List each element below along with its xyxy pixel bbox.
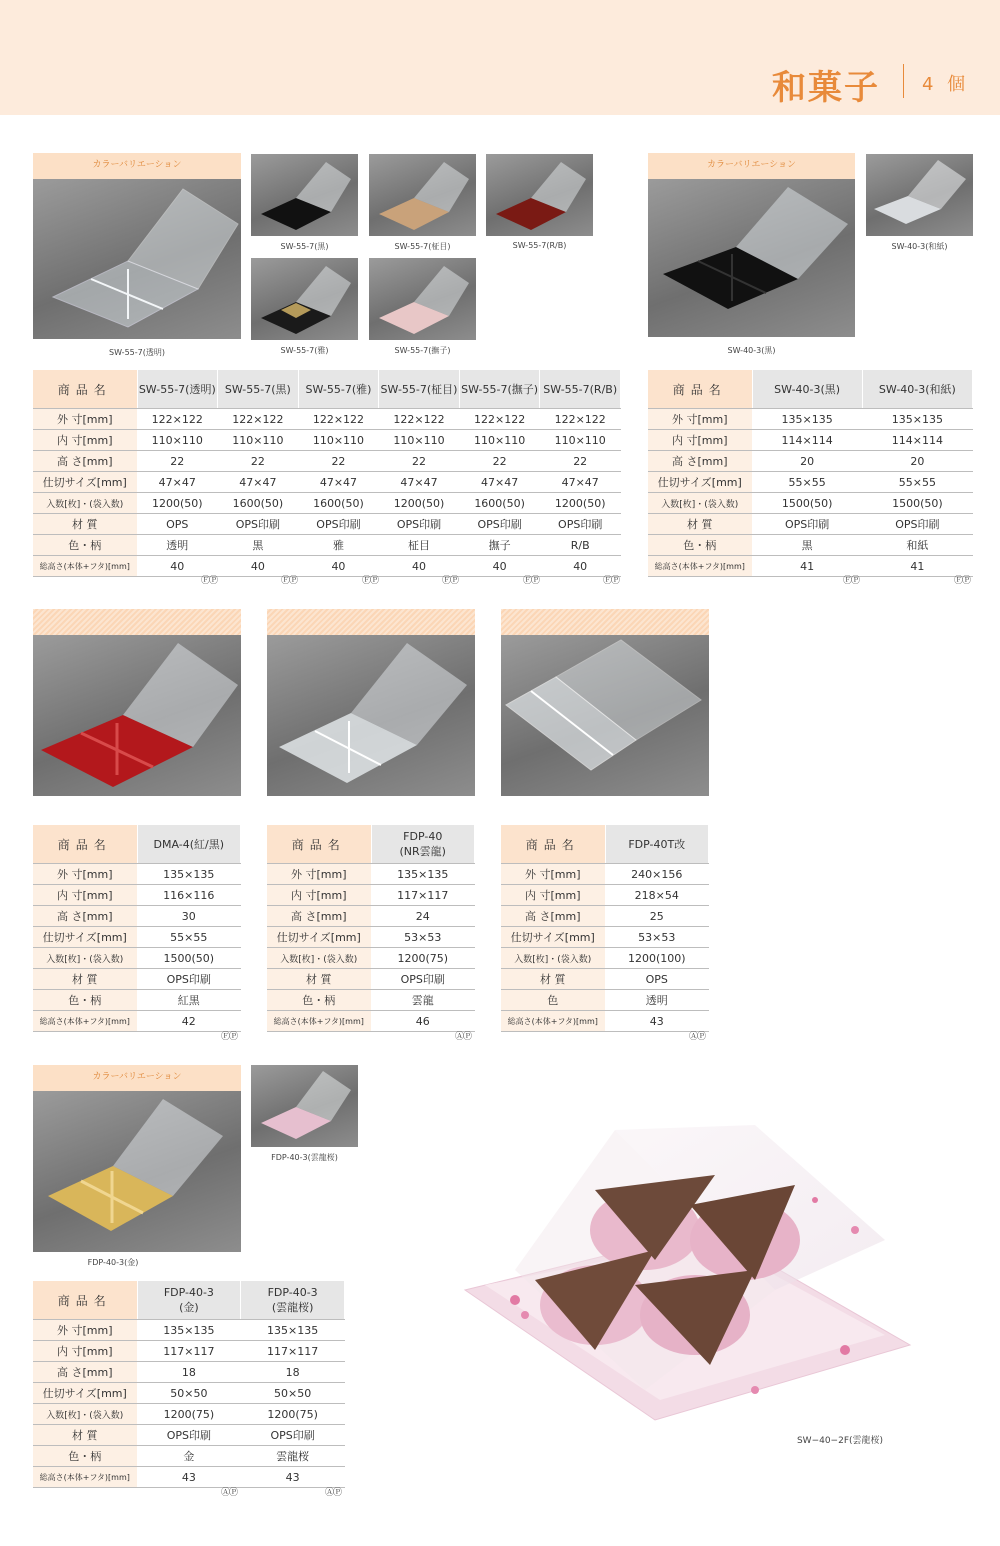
cell: 18 (137, 1362, 241, 1383)
cell: 55×55 (752, 472, 862, 493)
cell: 110×110 (218, 430, 299, 451)
photo-caption: SW-55-7(撫子) (394, 346, 451, 355)
cell: 116×116 (137, 885, 241, 906)
cell: 114×114 (752, 430, 862, 451)
cell: 117×117 (241, 1341, 345, 1362)
cell: 雅 (298, 535, 379, 556)
col-header: SW-55-7(透明) (137, 370, 218, 409)
col-header-line1: FDP-40 (403, 829, 443, 843)
label-height: 高 さ[mm] (33, 906, 137, 927)
label-partition: 仕切サイズ[mm] (267, 927, 371, 948)
spec-table-sw55 (33, 370, 621, 577)
label-outer: 外 寸[mm] (648, 409, 752, 430)
label-material: 材 質 (33, 969, 137, 990)
cell: 22 (540, 451, 621, 472)
label-inner: 内 寸[mm] (33, 430, 137, 451)
label-qty: 入数[枚]・(袋入数) (501, 948, 605, 969)
cell: 135×135 (862, 409, 972, 430)
cell: 122×122 (137, 409, 218, 430)
fp-mark: ⒻⓅ (281, 576, 298, 586)
cell: 55×55 (137, 927, 241, 948)
cell: 黒 (752, 535, 862, 556)
cell: 47×47 (298, 472, 379, 493)
cell: 46 (371, 1011, 475, 1032)
label-color: 色 (501, 990, 605, 1011)
product-photo-sw40-washi (866, 154, 973, 236)
label-name: 商品名 (33, 1281, 137, 1320)
cell: 22 (298, 451, 379, 472)
fp-mark: ⒻⓅ (221, 1032, 238, 1042)
cell: 和紙 (862, 535, 972, 556)
cell: 透明 (605, 990, 709, 1011)
col-header: SW-55-7(R/B) (540, 370, 621, 409)
product-photo-dma4 (33, 635, 241, 796)
col-header (137, 1281, 241, 1320)
cell: 40 (137, 556, 218, 577)
cell: 1200(75) (137, 1404, 241, 1425)
label-color: 色・柄 (267, 990, 371, 1011)
cell: 122×122 (218, 409, 299, 430)
product-photo-sw55-rb (486, 154, 593, 236)
label-total-height: 総高さ(本体+フタ)[mm] (33, 556, 137, 577)
section-band (267, 609, 475, 635)
color-variation-label: カラーバリエーション (648, 153, 855, 179)
cell: 122×122 (298, 409, 379, 430)
product-photo-fdp403-sakura (251, 1065, 358, 1147)
cell: R/B (540, 535, 621, 556)
label-inner: 内 寸[mm] (33, 885, 137, 906)
color-variation-label: カラーバリエーション (33, 1065, 241, 1091)
ap-mark: ⒶⓅ (325, 1488, 342, 1498)
photo-caption: SW-55-7(透明) (109, 348, 165, 357)
cell: 18 (241, 1362, 345, 1383)
cell: 30 (137, 906, 241, 927)
cell: OPS (605, 969, 709, 990)
cell: 135×135 (137, 864, 241, 885)
cell: OPS印刷 (371, 969, 475, 990)
cell: 黒 (218, 535, 299, 556)
product-photo-fdp40 (267, 635, 475, 796)
cell: 135×135 (241, 1320, 345, 1341)
cell: 22 (137, 451, 218, 472)
cell: OPS印刷 (752, 514, 862, 535)
cell: 53×53 (371, 927, 475, 948)
product-photo-sw40-black (648, 179, 855, 337)
cell: 122×122 (379, 409, 460, 430)
cell: 40 (298, 556, 379, 577)
label-material: 材 質 (501, 969, 605, 990)
cell: 110×110 (379, 430, 460, 451)
label-total-height: 総高さ(本体+フタ)[mm] (267, 1011, 371, 1032)
ap-mark: ⒶⓅ (689, 1032, 706, 1042)
label-outer: 外 寸[mm] (33, 1320, 137, 1341)
label-height: 高 さ[mm] (267, 906, 371, 927)
fp-mark: ⒻⓅ (603, 576, 620, 586)
col-header: SW-55-7(雅) (298, 370, 379, 409)
cell: 1500(50) (137, 948, 241, 969)
label-qty: 入数[枚]・(袋入数) (33, 493, 137, 514)
label-total-height: 総高さ(本体+フタ)[mm] (33, 1011, 137, 1032)
photo-caption: SW-55-7(雅) (280, 346, 329, 355)
label-name: 商品名 (267, 825, 371, 864)
label-qty: 入数[枚]・(袋入数) (33, 1404, 137, 1425)
feature-photo-caption: SW−40−2F(雲龍桜) (796, 1436, 884, 1446)
feature-photo-sakura-mochi (455, 1120, 915, 1430)
cell: 122×122 (459, 409, 540, 430)
cell: 金 (137, 1446, 241, 1467)
fp-mark: ⒻⓅ (362, 576, 379, 586)
cell: 40 (459, 556, 540, 577)
cell: OPS印刷 (298, 514, 379, 535)
photo-caption: SW-55-7(黒) (280, 242, 329, 251)
label-outer: 外 寸[mm] (267, 864, 371, 885)
cell: 1600(50) (459, 493, 540, 514)
spec-table-fdp40 (267, 825, 475, 1032)
cell: 41 (862, 556, 972, 577)
cell: 43 (137, 1467, 241, 1488)
label-color: 色・柄 (33, 1446, 137, 1467)
cell: 122×122 (540, 409, 621, 430)
col-header (371, 825, 475, 864)
label-qty: 入数[枚]・(袋入数) (267, 948, 371, 969)
cell: 22 (459, 451, 540, 472)
cell: OPS印刷 (540, 514, 621, 535)
col-header-line2: (金) (179, 1300, 199, 1314)
col-header (241, 1281, 345, 1320)
col-header-line2: (雲龍桜) (271, 1300, 314, 1314)
label-name: 商品名 (501, 825, 605, 864)
cell: 50×50 (241, 1383, 345, 1404)
fp-mark: ⒻⓅ (201, 576, 218, 586)
photo-caption: FDP-40-3(金) (87, 1258, 139, 1267)
ap-mark: ⒶⓅ (221, 1488, 238, 1498)
label-material: 材 質 (33, 514, 137, 535)
cell: 1200(50) (540, 493, 621, 514)
label-outer: 外 寸[mm] (33, 409, 137, 430)
cell: 1200(75) (241, 1404, 345, 1425)
cell: 1500(50) (862, 493, 972, 514)
photo-caption: SW-55-7(R/B) (512, 241, 567, 250)
col-header: SW-55-7(柾目) (379, 370, 460, 409)
cell: 110×110 (298, 430, 379, 451)
label-height: 高 さ[mm] (501, 906, 605, 927)
cell: OPS印刷 (379, 514, 460, 535)
col-header: SW-40-3(和紙) (862, 370, 972, 409)
cell: 雲龍桜 (241, 1446, 345, 1467)
cell: OPS (137, 514, 218, 535)
spec-table-dma4 (33, 825, 241, 1032)
col-header-line1: FDP-40-3 (267, 1285, 318, 1299)
cell: 43 (241, 1467, 345, 1488)
label-total-height: 総高さ(本体+フタ)[mm] (648, 556, 752, 577)
cell: OPS印刷 (241, 1425, 345, 1446)
cell: 40 (218, 556, 299, 577)
cell: 135×135 (371, 864, 475, 885)
col-header-line2: (NR雲龍) (399, 844, 446, 858)
fp-mark: ⒻⓅ (954, 576, 971, 586)
label-qty: 入数[枚]・(袋入数) (648, 493, 752, 514)
label-height: 高 さ[mm] (33, 1362, 137, 1383)
cell: 110×110 (137, 430, 218, 451)
cell: 1600(50) (298, 493, 379, 514)
cell: 42 (137, 1011, 241, 1032)
label-qty: 入数[枚]・(袋入数) (33, 948, 137, 969)
label-total-height: 総高さ(本体+フタ)[mm] (33, 1467, 137, 1488)
cell: 47×47 (137, 472, 218, 493)
cell: 1500(50) (752, 493, 862, 514)
page-title: 和菓子 (772, 68, 880, 108)
ap-mark: ⒶⓅ (455, 1032, 472, 1042)
cell: 135×135 (752, 409, 862, 430)
color-variation-label: カラーバリエーション (33, 153, 241, 179)
cell: 1200(75) (371, 948, 475, 969)
label-outer: 外 寸[mm] (501, 864, 605, 885)
product-photo-sw55-nadeshiko (369, 258, 476, 340)
label-name: 商品名 (33, 825, 137, 864)
cell: OPS印刷 (137, 1425, 241, 1446)
cell: 22 (218, 451, 299, 472)
product-photo-sw55-clear (33, 179, 241, 339)
label-partition: 仕切サイズ[mm] (648, 472, 752, 493)
spec-table-sw40 (648, 370, 973, 577)
cell: 47×47 (459, 472, 540, 493)
cell: 50×50 (137, 1383, 241, 1404)
cell: 雲龍 (371, 990, 475, 1011)
col-header: SW-55-7(撫子) (459, 370, 540, 409)
cell: 1600(50) (218, 493, 299, 514)
label-inner: 内 寸[mm] (267, 885, 371, 906)
header-divider (903, 64, 904, 98)
cell: 24 (371, 906, 475, 927)
col-header: DMA-4(紅/黒) (137, 825, 241, 864)
label-color: 色・柄 (648, 535, 752, 556)
spec-table-fdp40t (501, 825, 709, 1032)
product-photo-fdp403-gold (33, 1091, 241, 1252)
fp-mark: ⒻⓅ (843, 576, 860, 586)
col-header: SW-40-3(黒) (752, 370, 862, 409)
label-partition: 仕切サイズ[mm] (33, 1383, 137, 1404)
cell: 53×53 (605, 927, 709, 948)
product-photo-fdp40t (501, 635, 709, 796)
label-name: 商品名 (33, 370, 137, 409)
photo-caption: SW-55-7(柾目) (394, 242, 451, 251)
label-partition: 仕切サイズ[mm] (501, 927, 605, 948)
label-partition: 仕切サイズ[mm] (33, 472, 137, 493)
label-material: 材 質 (267, 969, 371, 990)
cell: 41 (752, 556, 862, 577)
cell: 20 (752, 451, 862, 472)
cell: 117×117 (137, 1341, 241, 1362)
col-header-line1: FDP-40-3 (163, 1285, 214, 1299)
cell: 撫子 (459, 535, 540, 556)
cell: 40 (379, 556, 460, 577)
label-height: 高 さ[mm] (33, 451, 137, 472)
cell: 240×156 (605, 864, 709, 885)
label-partition: 仕切サイズ[mm] (33, 927, 137, 948)
cell: 22 (379, 451, 460, 472)
section-band (501, 609, 709, 635)
cell: 110×110 (459, 430, 540, 451)
cell: 43 (605, 1011, 709, 1032)
label-inner: 内 寸[mm] (33, 1341, 137, 1362)
label-outer: 外 寸[mm] (33, 864, 137, 885)
product-photo-sw55-masame (369, 154, 476, 236)
cell: 1200(50) (379, 493, 460, 514)
spec-table-fdp403 (33, 1281, 345, 1488)
cell: 25 (605, 906, 709, 927)
label-inner: 内 寸[mm] (501, 885, 605, 906)
cell: 柾目 (379, 535, 460, 556)
photo-caption: SW-40-3(和紙) (891, 242, 948, 251)
cell: OPS印刷 (137, 969, 241, 990)
cell: 47×47 (379, 472, 460, 493)
cell: 110×110 (540, 430, 621, 451)
photo-caption: FDP-40-3(雲龍桜) (271, 1153, 338, 1162)
page-header (0, 0, 1000, 115)
label-material: 材 質 (648, 514, 752, 535)
cell: 20 (862, 451, 972, 472)
label-total-height: 総高さ(本体+フタ)[mm] (501, 1011, 605, 1032)
label-name: 商品名 (648, 370, 752, 409)
label-inner: 内 寸[mm] (648, 430, 752, 451)
fp-mark: ⒻⓅ (523, 576, 540, 586)
page-count: 4 個 (922, 74, 970, 95)
label-color: 色・柄 (33, 535, 137, 556)
cell: 透明 (137, 535, 218, 556)
cell: 47×47 (540, 472, 621, 493)
cell: 紅黒 (137, 990, 241, 1011)
cell: 114×114 (862, 430, 972, 451)
cell: 47×47 (218, 472, 299, 493)
section-band (33, 609, 241, 635)
cell: 135×135 (137, 1320, 241, 1341)
product-photo-sw55-black (251, 154, 358, 236)
col-header: SW-55-7(黒) (218, 370, 299, 409)
photo-caption: SW-40-3(黒) (727, 346, 776, 355)
label-color: 色・柄 (33, 990, 137, 1011)
label-material: 材 質 (33, 1425, 137, 1446)
cell: 1200(50) (137, 493, 218, 514)
col-header: FDP-40T改 (605, 825, 709, 864)
fp-mark: ⒻⓅ (442, 576, 459, 586)
cell: 40 (540, 556, 621, 577)
cell: 55×55 (862, 472, 972, 493)
product-photo-sw55-miyabi (251, 258, 358, 340)
cell: 1200(100) (605, 948, 709, 969)
cell: OPS印刷 (862, 514, 972, 535)
label-height: 高 さ[mm] (648, 451, 752, 472)
cell: 218×54 (605, 885, 709, 906)
cell: 117×117 (371, 885, 475, 906)
cell: OPS印刷 (218, 514, 299, 535)
cell: OPS印刷 (459, 514, 540, 535)
